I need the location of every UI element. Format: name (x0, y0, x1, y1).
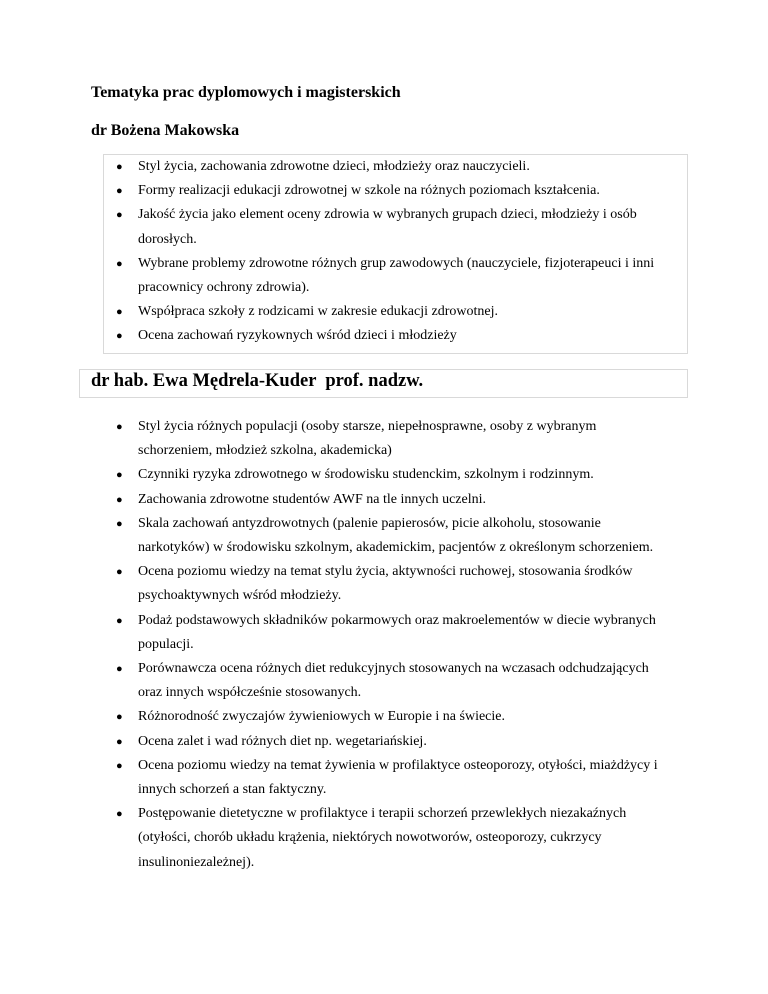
topic-text: Ocena zalet i wad różnych diet np. wegetariańskiej. (138, 733, 427, 749)
topic-text: Współpraca szkoły z rodzicami w zakresie edukacji zdrowotnej. (138, 304, 498, 320)
topic-text: Styl życia różnych populacji (osoby starsze, niepełnosprawne, osoby z wybranym schorzeniem, młodzież szkolna, akademicka) (138, 419, 597, 459)
topic-text: Porównawcza ocena różnych diet redukcyjnych stosowanych na wczasach odchudzających oraz innych współcześnie stosowanych. (138, 661, 649, 701)
topic-text: Formy realizacji edukacji zdrowotnej w szkole na różnych poziomach kształcenia. (138, 183, 600, 199)
bullet-icon: ● (116, 257, 123, 270)
topics-list-medrela-kuder (116, 415, 674, 875)
bullet-icon: ● (116, 185, 123, 198)
list-item (116, 730, 674, 754)
topic-text: Postępowanie dietetyczne w profilaktyce i terapii schorzeń przewlekłych niezakaźnych (otyłości, chorób układu krążenia, niektórych nowotworów, osteoporozy, cukrzycy insulinoniezależnej). (138, 806, 627, 870)
list-item (116, 300, 686, 324)
topic-text: Podaż podstawowych składników pokarmowych oraz makroelementów w diecie wybranych populacji. (138, 612, 656, 652)
list-item (116, 802, 674, 875)
topics-list-makowska (116, 155, 686, 349)
topic-text: Ocena zachowań ryzykownych wśród dzieci i młodzieży (138, 328, 457, 344)
bullet-icon: ● (116, 517, 123, 530)
topic-text: Jakość życia jako element oceny zdrowia w wybranych grupach dzieci, młodzieży i osób dorosłych. (138, 207, 637, 247)
bullet-icon: ● (116, 759, 123, 772)
bullet-icon: ● (116, 808, 123, 821)
topic-text: Wybrane problemy zdrowotne różnych grup zawodowych (nauczyciele, fizjoterapeuci i inni pracownicy ochrony zdrowia). (138, 255, 655, 296)
topic-text: Ocena poziomu wiedzy na temat stylu życia, aktywności ruchowej, stosowania środków psychoaktywnych wśród młodzieży. (138, 564, 633, 604)
bullet-icon: ● (116, 493, 123, 506)
bullet-icon: ● (116, 306, 123, 319)
list-item (116, 179, 686, 203)
bullet-icon: ● (116, 735, 123, 748)
topic-text: Ocena poziomu wiedzy na temat żywienia w profilaktyce osteoporozy, otyłości, miażdżycy i innych schorzeń a stan faktyczny. (138, 757, 658, 798)
bullet-icon: ● (116, 469, 123, 482)
list-item (116, 560, 674, 608)
bullet-icon: ● (116, 330, 123, 343)
bullet-icon: ● (116, 614, 123, 627)
author-heading-medrela-kuder: dr hab. Ewa Mędrela-Kuder prof. nadzw. (91, 371, 424, 391)
list-item (116, 754, 674, 802)
list-item (116, 203, 686, 251)
list-item (116, 705, 674, 729)
document-title: Tematyka prac dyplomowych i magisterskich (91, 84, 401, 101)
bullet-icon: ● (116, 566, 123, 579)
list-item (116, 512, 674, 560)
bullet-icon: ● (116, 209, 123, 222)
list-item (116, 609, 674, 657)
topic-text: Różnorodność zwyczajów żywieniowych w Europie i na świecie. (138, 709, 505, 725)
topic-text: Czynniki ryzyka zdrowotnego w środowisku studenckim, szkolnym i rodzinnym. (138, 467, 594, 483)
topic-text: Zachowania zdrowotne studentów AWF na tle innych uczelni. (138, 491, 486, 507)
list-item (116, 415, 674, 463)
list-item (116, 463, 674, 487)
list-item (116, 657, 674, 705)
bullet-icon: ● (116, 663, 123, 676)
topic-text: Styl życia, zachowania zdrowotne dzieci, młodzieży oraz nauczycieli. (138, 159, 530, 174)
bullet-icon: ● (116, 161, 123, 173)
topic-text: Skala zachowań antyzdrowotnych (palenie papierosów, picie alkoholu, stosowanie narkotyków) w środowisku szkolnym, akademickim, pacjentów z określonym schorzeniem. (138, 515, 654, 556)
list-item (116, 155, 686, 179)
bullet-icon: ● (116, 421, 123, 433)
author-heading-makowska: dr Bożena Makowska (91, 122, 240, 139)
bullet-icon: ● (116, 711, 123, 724)
list-item (116, 488, 674, 512)
list-item (116, 252, 686, 300)
list-item (116, 324, 686, 348)
